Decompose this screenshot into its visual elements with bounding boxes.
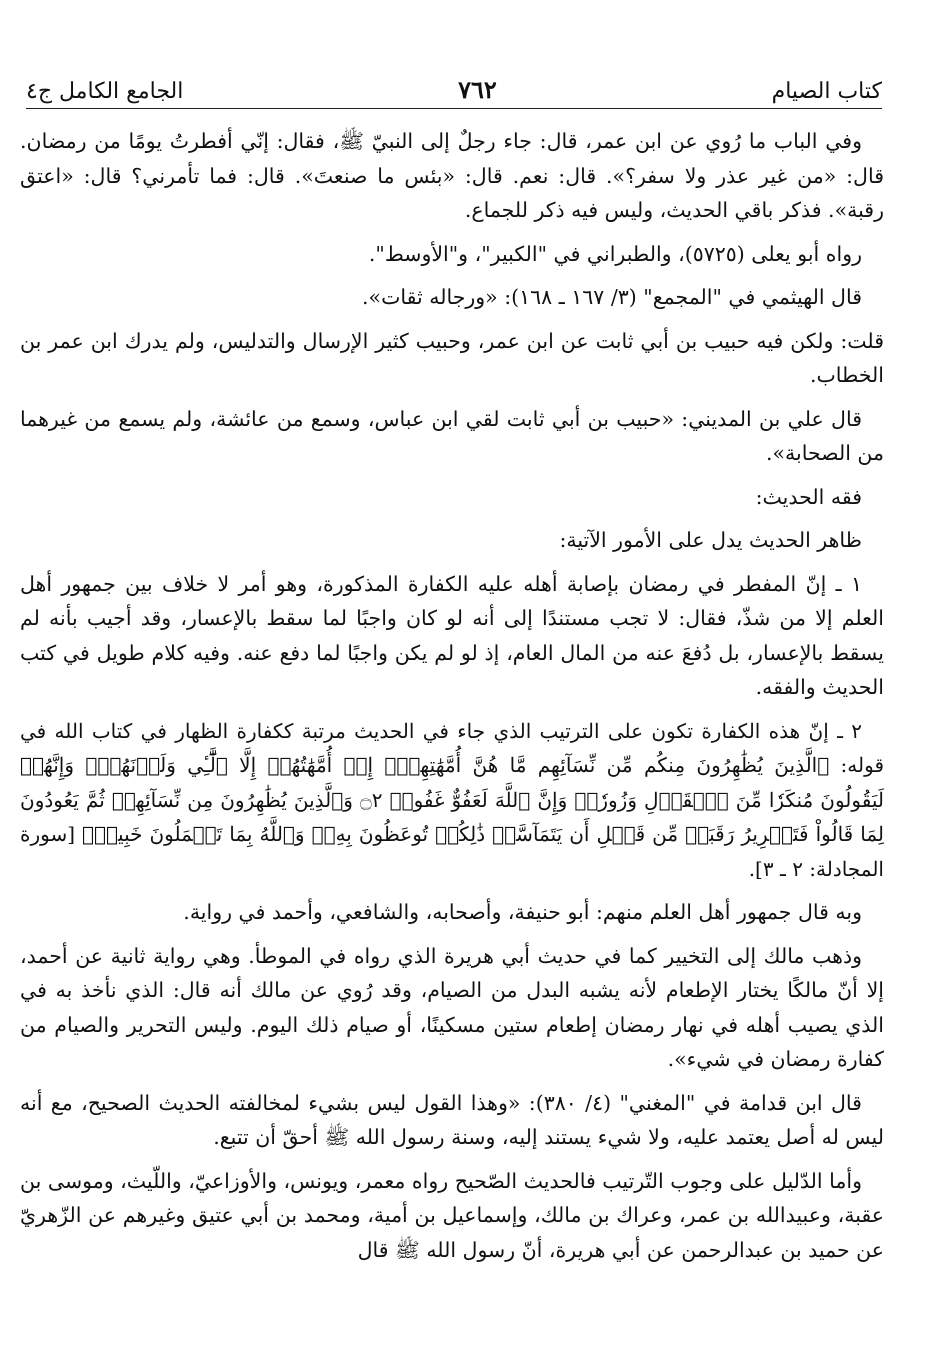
paragraph-abu-yala-citation: رواه أبو يعلى (٥٧٢٥)، والطبراني في "الكبير"، و"الأوسط". xyxy=(368,241,862,266)
paragraph-haythami-citation: قال الهيثمي في "المجمع" (٣/ ١٦٧ ـ ١٦٨): «ورجاله ثقات». xyxy=(362,285,862,309)
series-title: الجامع الكامل ج٤ xyxy=(26,79,184,104)
paragraph-ibn-qudama: قال ابن قدامة في "المغني" (٤/ ٣٨٠): «وهذا القول ليس بشيء لمخالفته الحديث الصحيح، مع أنه ليس له أصل يعتمد عليه، ولا شيء يستند إليه، وسنة رسول الله ﷺ أحقّ أن تتبع. xyxy=(20,1090,884,1149)
page-body xyxy=(20,124,884,1276)
section-heading-fiqh: فقه الحديث: xyxy=(755,484,862,509)
paragraph-point-1: ١ ـ إنّ المفطر في رمضان بإصابة أهله عليه الكفارة المذكورة، وهو أمر لا خلاف بين جمهور أهل العلم إلا من شذّ، فقال: لا تجب مستندًا إلى أنه لو كان واجبًا لما سقط بالإعسار، وقد أجيب بأنه لم يسقط بالإعسار، بل دُفعَ عنه من المال العام، إذ لو لم يكن واجبًا لما دفع عنه. وفيه كلام طويل في كتب الحديث والفقه. xyxy=(20,571,884,699)
header-divider xyxy=(26,108,882,109)
paragraph-majority-view: وبه قال جمهور أهل العلم منهم: أبو حنيفة، وأصحابه، والشافعي، وأحمد في رواية. xyxy=(183,900,862,924)
paragraph-ibn-madini: قال علي بن المديني: «حبيب بن أبي ثابت لقي ابن عباس، وسمع من عائشة، ولم يسمع من غيرهما من الصحابة». xyxy=(20,406,884,465)
paragraph-ibn-umar-narration: وفي الباب ما رُوي عن ابن عمر، قال: جاء رجلٌ إلى النبيّ ﷺ، فقال: إنّي أفطرتُ يومًا من رمضان. قال: «من غير عذر ولا سفر؟». قال: نعم. قال: «بئس ما صنعتَ». قال: فما تأمرني؟ قال: «اعتق رقبة». فذكر باقي الحديث، وليس فيه ذكر للجماع. xyxy=(20,129,884,222)
paragraph-intro-points: ظاهر الحديث يدل على الأمور الآتية: xyxy=(559,528,862,552)
paragraph-author-comment: قلت: ولكن فيه حبيب بن أبي ثابت عن ابن عمر، وحبيب كثير الإرسال والتدليس، ولم يدرك ابن عمر بن الخطاب. xyxy=(20,328,884,387)
paragraph-evidence-order: وأما الدّليل على وجوب التّرتيب فالحديث الصّحيح رواه معمر، ويونس، والأوزاعيّ، واللّيث، وموسى بن عقبة، وعبيدالله بن عمر، وعراك بن مالك، وإسماعيل بن أمية، ومحمد بن أبي عتيق وغيرهم عن الزّهريّ عن حميد بن عبدالرحمن عن أبي هريرة، أنّ رسول الله ﷺ قال xyxy=(20,1168,884,1262)
page-number: ٧٦٢ xyxy=(458,75,497,104)
book-title: كتاب الصيام xyxy=(771,79,882,104)
running-header xyxy=(26,62,882,104)
paragraph-malik-view: وذهب مالك إلى التخيير كما في حديث أبي هريرة الذي رواه في الموطأ. وهي رواية ثانية عن أحمد، إلا أنّ مالكًا يختار الإطعام لأنه يشبه البدل من الصيام، وقد رُوي عن مالك أنه قال: الذي نأخذ به في الذي يصيب أهله في نهار رمضان إطعام ستين مسكينًا، أو صيام ذلك اليوم. وليس التحرير والصيام من كفارة رمضان في شيء». xyxy=(20,943,884,1071)
paragraph-point-2-quran: ٢ ـ إنّ هذه الكفارة تكون على الترتيب الذي جاء في الحديث مرتبة ككفارة الظهار في كتاب الله في قوله: ﴿الَّذِينَ يُظَٰهِرُونَ مِنكُم مِّن نِّسَآئِهِم مَّا هُنَّ أُمَّهَٰتِهِمۡۖ إِنۡ أُمَّهَٰتُهُمۡ إِلَّا ٱلَّٰٓـِٔي وَلَدۡنَهُمۡۚ وَإِنَّهُمۡ لَيَقُولُونَ مُنكَرٗا مِّنَ ٱلۡقَوۡلِ وَزُورٗاۚ وَإِنَّ ٱللَّهَ لَعَفُوٌّ غَفُورٞ ۝٢ وَٱلَّذِينَ يُظَٰهِرُونَ مِن نِّسَآئِهِمۡ ثُمَّ يَعُودُونَ لِمَا قَالُواْ فَتَحۡرِيرُ رَقَبَةٖ مِّن قَبۡلِ أَن يَتَمَآسَّاۚ ذَٰلِكُمۡ تُوعَظُونَ بِهِۦۚ وَٱللَّهُ بِمَا تَعۡمَلُونَ خَبِيرٞ﴾ [سورة المجادلة: ٢ ـ ٣]. xyxy=(20,718,884,881)
